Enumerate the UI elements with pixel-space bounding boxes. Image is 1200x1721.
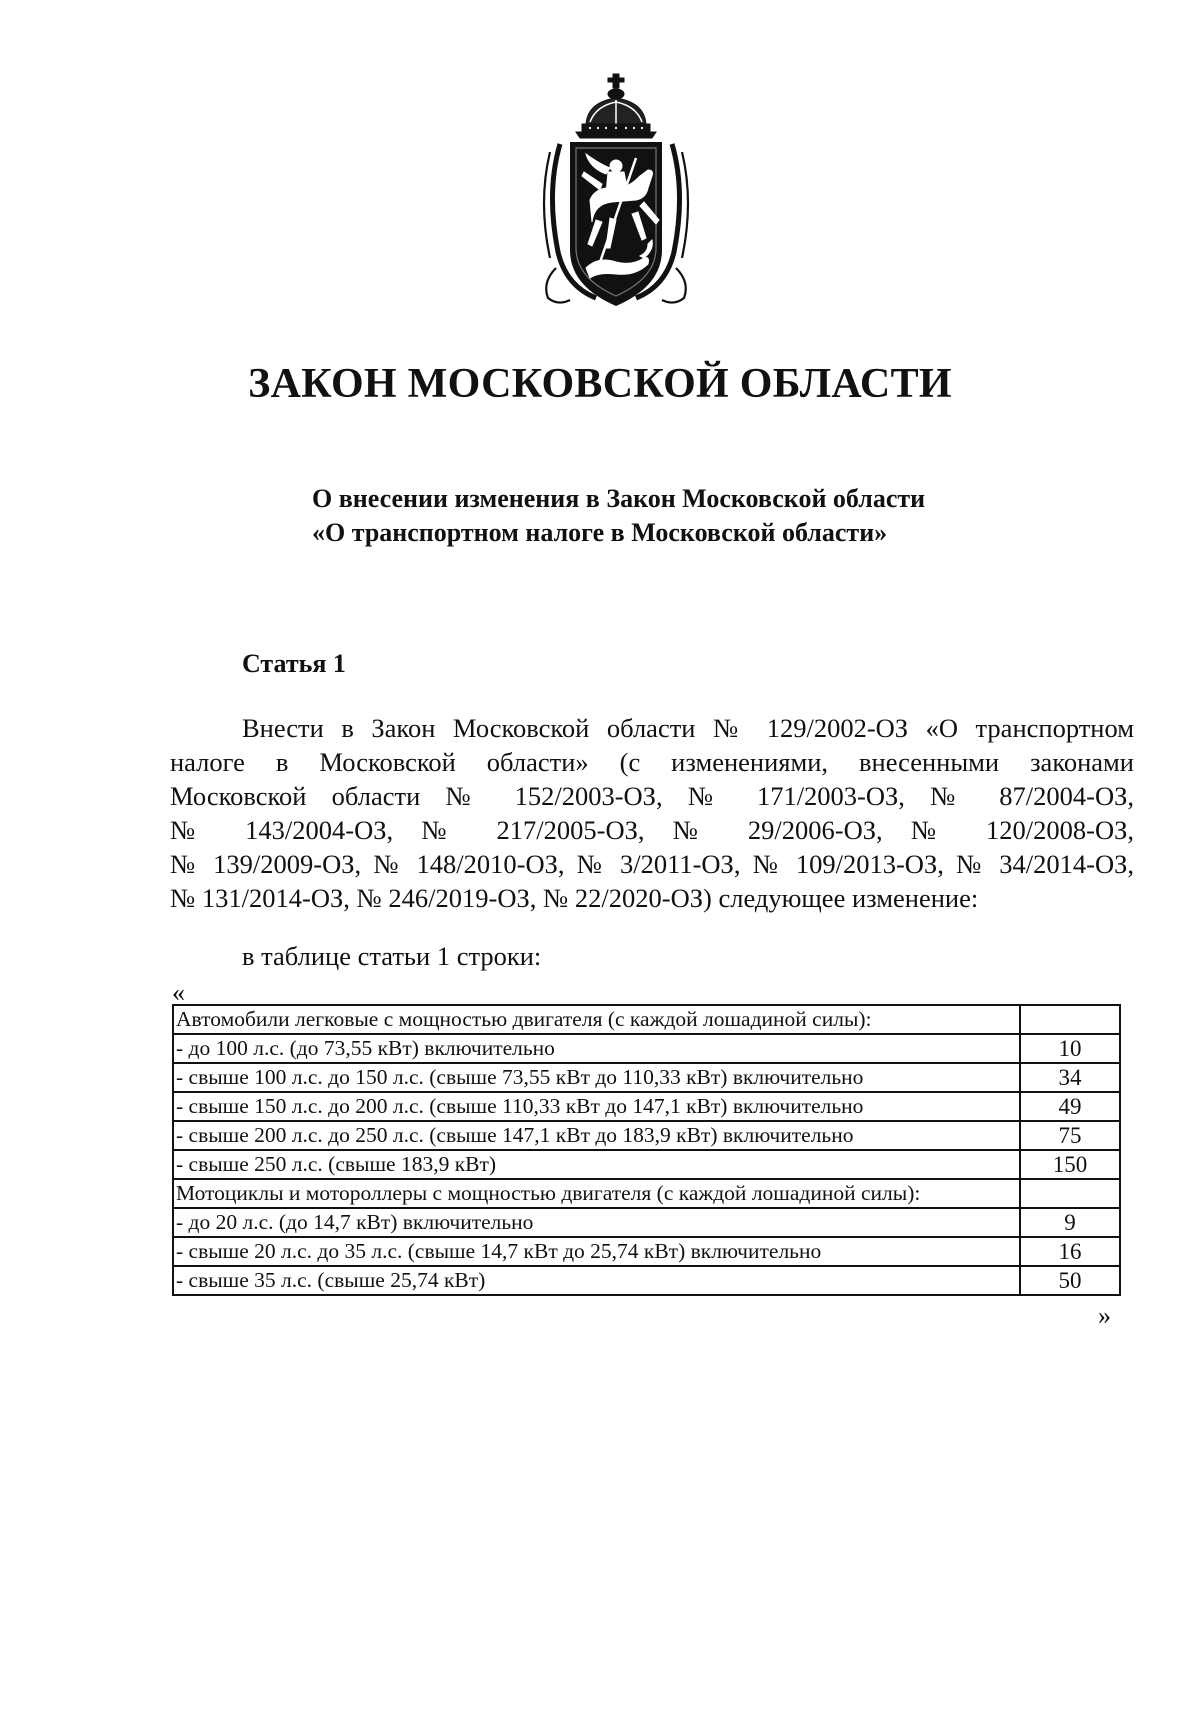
tax-rate-table [172, 1004, 1121, 1296]
table-cell-label: - свыше 200 л.с. до 250 л.с. (свыше 147,1 кВт до 183,9 кВт) включительно [173, 1121, 1020, 1150]
table-cell-value: 75 [1020, 1121, 1120, 1150]
coat-of-arms-emblem [536, 72, 696, 312]
subtitle-line: «О транспортном налоге в Московской области» [312, 518, 888, 547]
close-quote: » [1098, 1301, 1111, 1330]
paragraph-line: налоге в Московской области» (с изменениями, внесенными законами [170, 747, 1134, 777]
table-cell-value: 9 [1020, 1208, 1120, 1237]
table-cell-value: 34 [1020, 1063, 1120, 1092]
table-cell-value: 10 [1020, 1034, 1120, 1063]
table-cell-value: 50 [1020, 1266, 1120, 1295]
table-cell-label: - свыше 20 л.с. до 35 л.с. (свыше 14,7 кВт до 25,74 кВт) включительно [173, 1237, 1020, 1266]
crown-icon [576, 74, 656, 138]
table-row [173, 1237, 1120, 1266]
paragraph-line: № 139/2009-ОЗ, № 148/2010-ОЗ, № 3/2011-ОЗ, № 109/2013-ОЗ, № 34/2014-ОЗ, [170, 849, 1134, 879]
table-row [173, 1092, 1120, 1121]
table-row [173, 1179, 1120, 1208]
table-cell-value: 49 [1020, 1092, 1120, 1121]
table-cell-label: - свыше 250 л.с. (свыше 183,9 кВт) [173, 1150, 1020, 1179]
article-heading: Статья 1 [242, 649, 346, 678]
open-quote: « [172, 978, 185, 1007]
table-cell-value [1020, 1179, 1120, 1208]
table-row [173, 1034, 1120, 1063]
paragraph-line: № 143/2004-ОЗ, № 217/2005-ОЗ, № 29/2006-ОЗ, № 120/2008-ОЗ, [170, 815, 1134, 845]
paragraph-line: Внести в Закон Московской области № 129/2002-ОЗ «О транспортном [242, 713, 1134, 743]
article-paragraph [170, 711, 1134, 915]
table-cell-value [1020, 1005, 1120, 1034]
table-cell-label: Мотоциклы и мотороллеры с мощностью двигателя (с каждой лошадиной силы): [173, 1179, 1020, 1208]
table-intro: в таблице статьи 1 строки: [242, 941, 542, 971]
law-subtitle [312, 482, 925, 550]
table-row [173, 1063, 1120, 1092]
subtitle-line: О внесении изменения в Закон Московской области [312, 484, 926, 513]
table-row [173, 1266, 1120, 1295]
table-row [173, 1208, 1120, 1237]
table-cell-label: - до 100 л.с. (до 73,55 кВт) включительно [173, 1034, 1020, 1063]
law-title: ЗАКОН МОСКОВСКОЙ ОБЛАСТИ [248, 361, 952, 407]
table-cell-label: Автомобили легковые с мощностью двигателя (с каждой лошадиной силы): [173, 1005, 1020, 1034]
table-cell-label: - до 20 л.с. (до 14,7 кВт) включительно [173, 1208, 1020, 1237]
paragraph-line: № 131/2014-ОЗ, № 246/2019-ОЗ, № 22/2020-ОЗ) следующее изменение: [170, 883, 979, 913]
table-cell-value: 16 [1020, 1237, 1120, 1266]
table-cell-label: - свыше 100 л.с. до 150 л.с. (свыше 73,55 кВт до 110,33 кВт) включительно [173, 1063, 1020, 1092]
table-row [173, 1005, 1120, 1034]
table-cell-label: - свыше 150 л.с. до 200 л.с. (свыше 110,33 кВт до 147,1 кВт) включительно [173, 1092, 1020, 1121]
table-row [173, 1121, 1120, 1150]
table-row [173, 1150, 1120, 1179]
paragraph-line: Московской области № 152/2003-ОЗ, № 171/2003-ОЗ, № 87/2004-ОЗ, [170, 781, 1134, 811]
table-cell-value: 150 [1020, 1150, 1120, 1179]
table-cell-label: - свыше 35 л.с. (свыше 25,74 кВт) [173, 1266, 1020, 1295]
